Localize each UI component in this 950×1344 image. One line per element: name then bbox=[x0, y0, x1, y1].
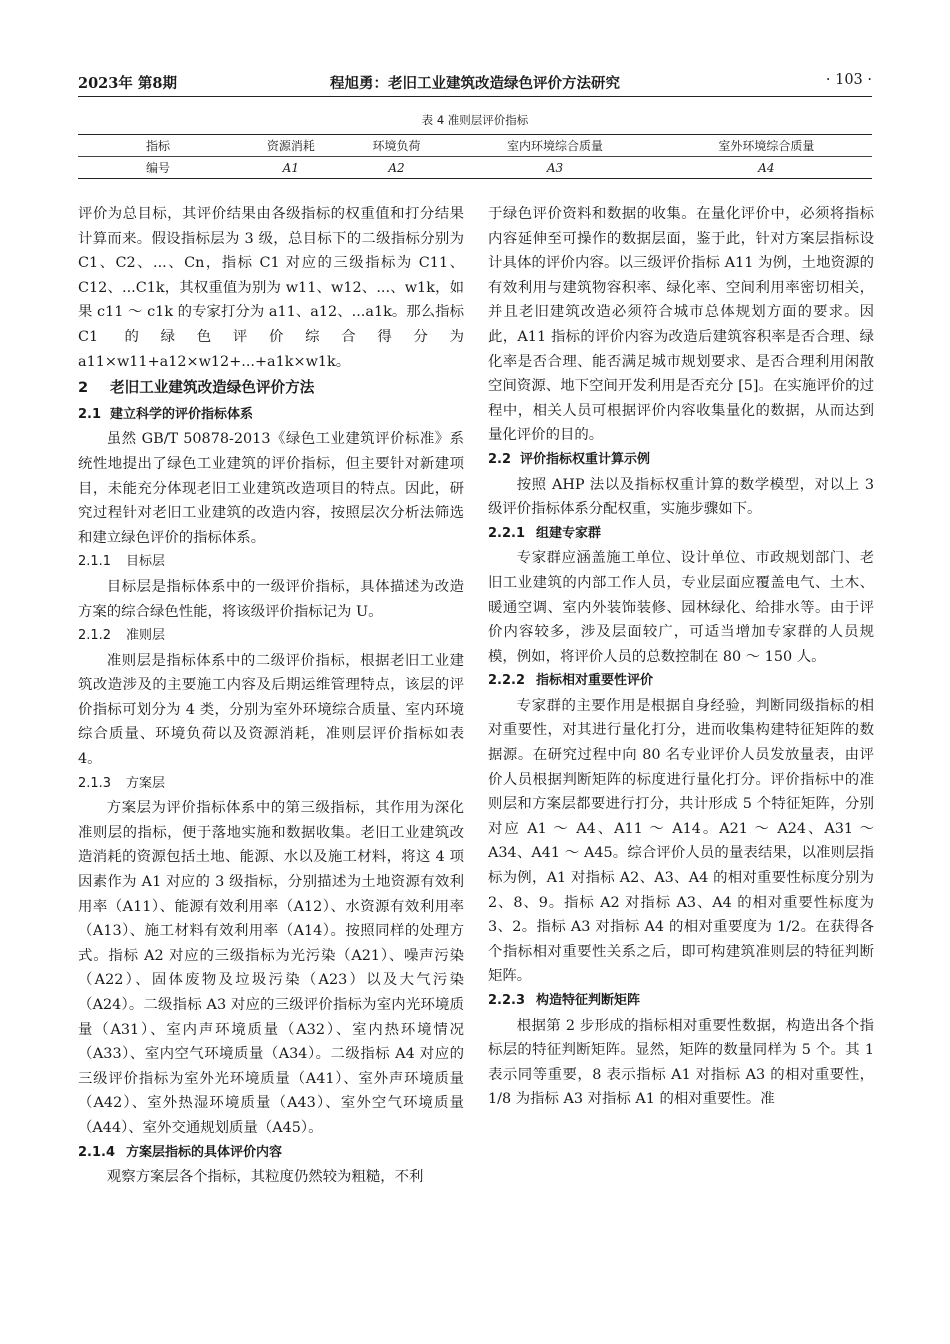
table-header-row bbox=[78, 135, 872, 157]
paragraph: 虽然 GB/T 50878-2013《绿色工业建筑评价标准》系统性地提出了绿色工业建筑的评价指标，但主要针对新建项目，未能充分体现老旧工业建筑改造项目的特点。因此，研究过程针对老旧工业建筑的改造内容，按照层次分析法筛选和建立绿色评价的指标体系。 bbox=[78, 431, 464, 546]
subsubsection-heading: 2.1.2 准则层 bbox=[78, 628, 166, 644]
subsubsection-heading: 2.2.1 组建专家群 bbox=[488, 525, 602, 541]
table-cell: 室内环境综合质量 bbox=[449, 135, 660, 157]
paragraph: 根据第 2 步形成的指标相对重要性数据，构造出各个指标层的特征判断矩阵。显然，矩阵的数量同样为 5 个。其 1 表示同等重要，8 表示指标 A1 对指标 A3 的相对重要性，1/8 为指标 A3 对指标 A1 的相对重要性。准 bbox=[488, 1017, 874, 1108]
table-cell: 资源消耗 bbox=[238, 135, 344, 157]
article-title: 程旭勇：老旧工业建筑改造绿色评价方法研究 bbox=[330, 75, 620, 92]
left-column bbox=[78, 202, 464, 1190]
criteria-table bbox=[78, 134, 872, 179]
paragraph: 准则层是指标体系中的二级评价指标，根据老旧工业建筑改造涉及的主要施工内容及后期运维管理特点，该层的评价指标可划分为 4 类，分别为室外环境综合质量、室内环境综合质量、环境负荷以及资源消耗，准则层评价指标如表 4。 bbox=[78, 652, 464, 768]
subsubsection-heading: 2.1.1 目标层 bbox=[78, 554, 166, 570]
table-caption: 表 4 准则层评价指标 bbox=[421, 113, 529, 127]
subsection-heading: 2.2 评价指标权重计算示例 bbox=[488, 451, 651, 467]
table-cell: 环境负荷 bbox=[344, 135, 450, 157]
page-number: · 103 · bbox=[825, 72, 872, 88]
paragraph: 于绿色评价资料和数据的收集。在量化评价中，必须将指标内容延伸至可操作的数据层面，鉴于此，针对方案层指标设计具体的评价内容。以三级评价指标 A11 为例，土地资源的有效利用与建筑物容积率、绿化率、空间利用率密切相关，并且老旧建筑改造必须符合城市总体规划方面的要求。因此，A11 指标的评价内容为改造后建筑容积率是否合理、绿化率是否合理、能否满足城市规划要求、是否合理利用闲散空间资源、地下空间开发利用是否充分 [5]。在实施评价的过程中，相关人员可根据评价内容收集量化的数据，从而达到量化评价的目的。 bbox=[488, 206, 874, 444]
table-cell: 指标 bbox=[78, 135, 238, 157]
subsection-heading: 2.1 建立科学的评价指标体系 bbox=[78, 406, 254, 422]
section-heading: 2 老旧工业建筑改造绿色评价方法 bbox=[78, 379, 315, 397]
journal-issue: 2023年 第8期 bbox=[78, 75, 177, 92]
table-cell: 室外环境综合质量 bbox=[661, 135, 872, 157]
table-row bbox=[78, 157, 872, 179]
paragraph: 目标层是指标体系中的一级评价指标，具体描述为改造方案的综合绿色性能，将该级评价指标记为 U。 bbox=[78, 578, 464, 620]
paragraph: 按照 AHP 法以及指标权重计算的数学模型，对以上 3 级评价指标体系分配权重，实施步骤如下。 bbox=[488, 476, 874, 518]
table-cell: A3 bbox=[449, 157, 660, 179]
paragraph: 观察方案层各个指标，其粒度仍然较为粗糙，不利 bbox=[106, 1169, 424, 1186]
subsubsection-heading: 2.1.3 方案层 bbox=[78, 775, 166, 791]
paragraph: 专家群的主要作用是根据自身经验，判断同级指标的相对重要性，对其进行量化打分，进而收集构建特征矩阵的数据源。在研究过程中向 80 名专业评价人员发放量表，由评价人员根据判断矩阵的标度进行量化打分。评价指标中的准则层和方案层都要进行打分，共计形成 5 个特征矩阵，分别对应 A1 ～ A4、A11 ～ A14。A21 ～ A24、A31 ～ A34、A41 ～ A45。综合评价人员的量表结果，以准则层指标为例，A1 对指标 A2、A3、A4 的相对重要性标度分别为 2、8、9。指标 A2 对指标 A3、A4 的相对重要性标度为 3、2。指标 A3 对指标 A4 的相对重要度为 1/2。在获得各个指标相对重要性关系之后，即可构建筑准则层的特征判断矩阵。 bbox=[488, 697, 874, 985]
subsubsection-heading: 2.1.4 方案层指标的具体评价内容 bbox=[78, 1144, 283, 1160]
table-cell: A4 bbox=[661, 157, 872, 179]
header-rule bbox=[78, 96, 872, 97]
subsubsection-heading: 2.2.3 构造特征判断矩阵 bbox=[488, 993, 641, 1008]
subsubsection-heading: 2.2.2 指标相对重要性评价 bbox=[488, 673, 654, 689]
paragraph: 评价为总目标，其评价结果由各级指标的权重值和打分结果计算而来。假设指标层为 3 级，总目标下的二级指标分别为 C1、C2、...、Cn，指标 C1 对应的三级指标为 C11、C12、...C1k，其权重值为别为 w11、w12、...、w1k，如果 c11 ～ c1k 的专家打分为 a11、a12、...a1k。那么指标 C1 的绿色评价综合得分为 a11×w11+a12×w12+...+a1k×w1k。 bbox=[78, 206, 464, 370]
table-cell: 编号 bbox=[78, 157, 238, 179]
table-cell: A2 bbox=[344, 157, 450, 179]
table-cell: A1 bbox=[238, 157, 344, 179]
paragraph: 方案层为评价指标体系中的第三级指标，其作用为深化准则层的指标，便于落地实施和数据收集。老旧工业建筑改造消耗的资源包括土地、能源、水以及施工材料，将这 4 项因素作为 A1 对应的 3 级指标，分别描述为土地资源有效利用率（A11）、能源有效利用率（A12）、水资源有效利用率（A13）、施工材料有效利用率（A14）。按照同样的处理方式。指标 A2 对应的三级指标为光污染（A21）、噪声污染（A22）、固体废物及垃圾污染（A23）以及大气污染（A24）。二级指标 A3 对应的三级评价指标为室内光环境质量（A31）、室内声环境质量（A32）、室内热环境情况（A33）、室内空气环境质量（A34）。二级指标 A4 对应的三级评价指标为室外光环境质量（A41）、室外声环境质量（A42）、室外热湿环境质量（A43）、室外空气环境质量（A44）、室外交通规划质量（A45）。 bbox=[78, 800, 464, 1136]
paragraph: 专家群应涵盖施工单位、设计单位、市政规划部门、老旧工业建筑的内部工作人员，专业层面应覆盖电气、土木、暖通空调、室内外装饰装修、园林绿化、给排水等。由于评价内容较多，涉及层面较广，可适当增加专家群的人员规模，例如，将评价人员的总数控制在 80 ～ 150 人。 bbox=[488, 550, 874, 665]
right-column bbox=[488, 202, 874, 1112]
running-header bbox=[78, 72, 872, 94]
